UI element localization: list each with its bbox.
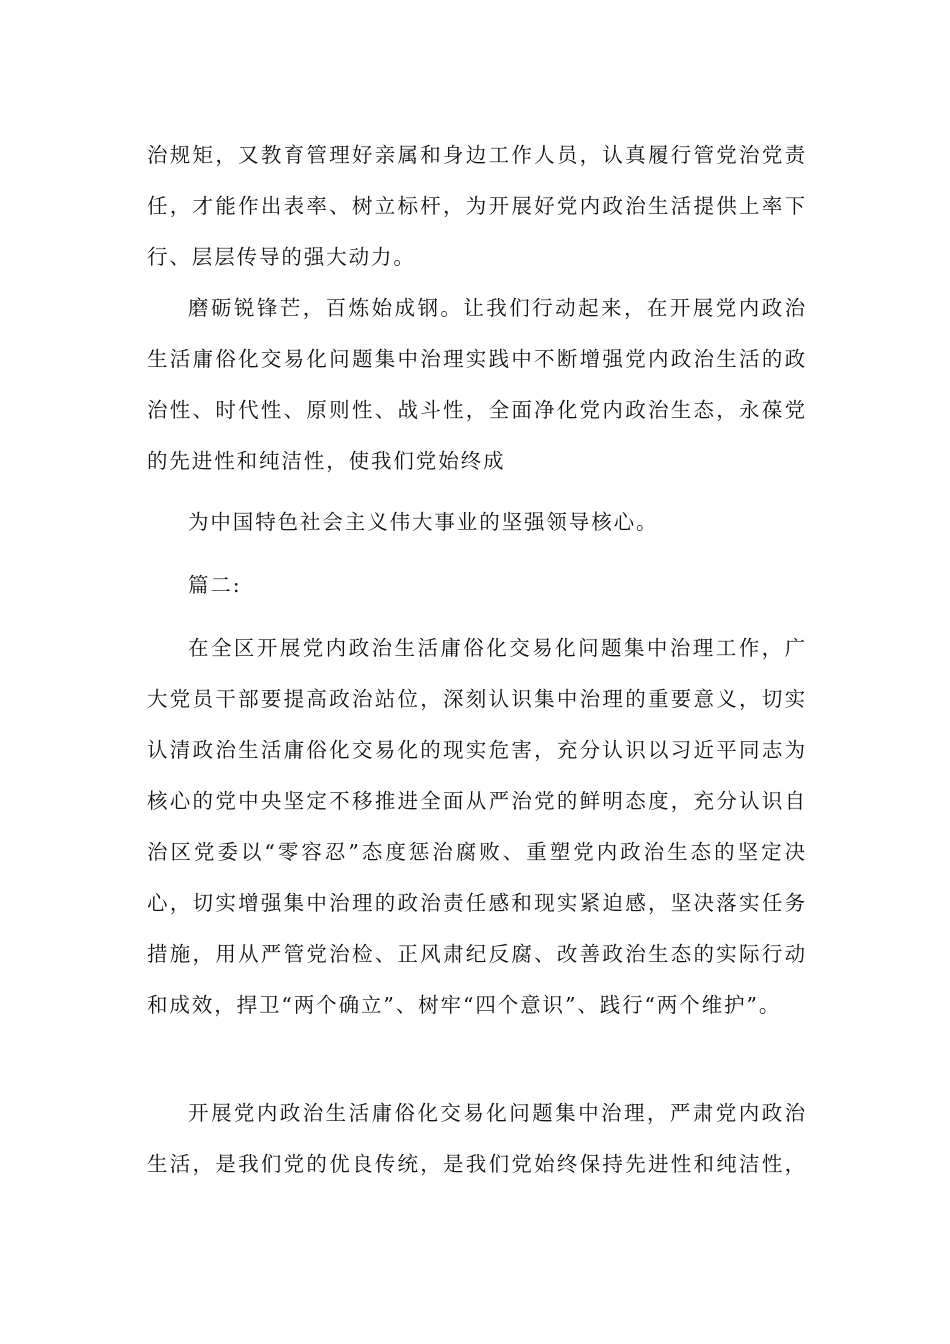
paragraph-leadership-core: 为中国特色社会主义伟大事业的坚强领导核心。 bbox=[188, 510, 659, 534]
paragraph-continuation: 治规矩，又教育管理好亲属和身边工作人员，认真履行管党治党责任，才能作出表率、树立标杆，为开展好党内政治生活提供上率下行、层层传导的强大动力。 bbox=[147, 143, 807, 269]
paragraph-forging-steel: 磨砺锐锋芒，百炼始成钢。让我们行动起来，在开展党内政治生活庸俗化交易化问题集中治理实践中不断增强党内政治生活的政治性、时代性、原则性、战斗性，全面净化党内政治生态，永葆党的先进性和纯洁性，使我们党始终成 bbox=[147, 296, 807, 473]
paragraph-party-tradition: 开展党内政治生活庸俗化交易化问题集中治理，严肃党内政治生活，是我们党的优良传统，是我们党始终保持先进性和纯洁性， bbox=[147, 1101, 807, 1176]
paragraph-centralized-governance: 在全区开展党内政治生活庸俗化交易化问题集中治理工作，广大党员干部要提高政治站位，深刻认识集中治理的重要意义，切实认清政治生活庸俗化交易化的现实危害，充分认识以习近平同志为核心的党中央坚定不移推进全面从严治党的鲜明态度，充分认识自治区党委以“零容忍”态度惩治腐败、重塑党内政治生态的坚定决心，切实增强集中治理的政治责任感和现实紧迫感，坚决落实任务措施，用从严管党治检、正风肃纪反腐、改善政治生态的实际行动和成效，捍卫“两个确立”、树牢“四个意识”、践行“两个维护”。 bbox=[147, 636, 807, 1017]
section-heading-part-two: 篇二: bbox=[188, 573, 242, 597]
